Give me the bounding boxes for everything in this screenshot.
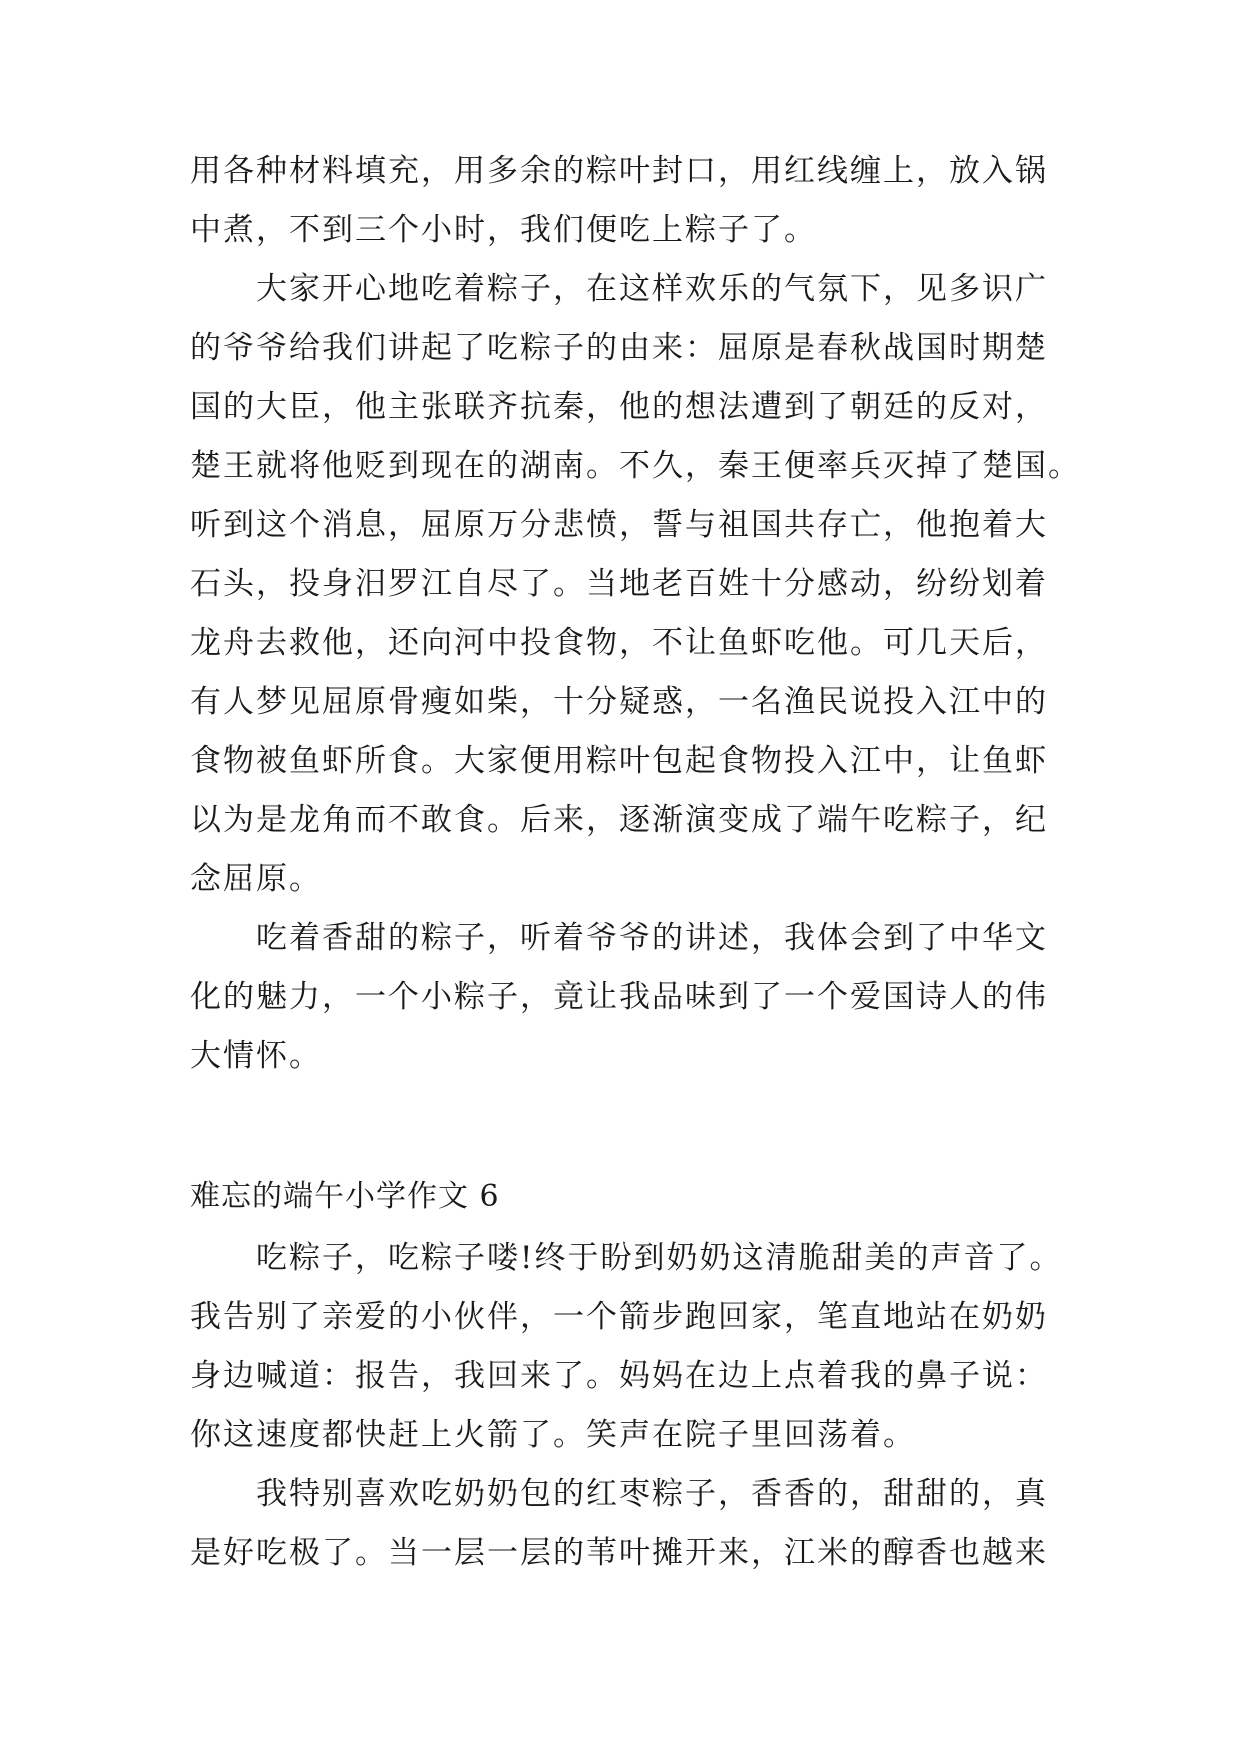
text-line: 食物被鱼虾所食。大家便用粽叶包起食物投入江中，让鱼虾 xyxy=(190,743,1048,779)
text-line: 石头，投身汨罗江自尽了。当地老百姓十分感动，纷纷划着 xyxy=(190,566,1048,602)
paragraph-start-line: 我特别喜欢吃奶奶包的红枣粽子，香香的，甜甜的，真 xyxy=(256,1476,1048,1512)
essay-heading: 难忘的端午小学作文 6 xyxy=(190,1179,500,1214)
text-line: 是好吃极了。当一层一层的苇叶摊开来，江米的醇香也越来 xyxy=(190,1535,1048,1571)
text-line: 身边喊道：报告，我回来了。妈妈在边上点着我的鼻子说： xyxy=(190,1358,1048,1394)
essay-section-heading-block xyxy=(190,1167,1070,1226)
text-line: 用各种材料填充，用多余的粽叶封口，用红线缠上，放入锅 xyxy=(190,153,1048,189)
essay-body-part-2 xyxy=(190,1229,1070,1583)
text-line: 念屈原。 xyxy=(190,861,322,897)
text-line: 化的魅力，一个小粽子，竟让我品味到了一个爱国诗人的伟 xyxy=(190,979,1048,1015)
paragraph-start-line: 大家开心地吃着粽子，在这样欢乐的气氛下，见多识广 xyxy=(256,271,1048,307)
text-line: 中煮，不到三个小时，我们便吃上粽子了。 xyxy=(190,212,817,248)
text-line: 大情怀。 xyxy=(190,1038,322,1074)
text-line: 听到这个消息，屈原万分悲愤，誓与祖国共存亡，他抱着大 xyxy=(190,507,1048,543)
text-line: 你这速度都快赶上火箭了。笑声在院子里回荡着。 xyxy=(190,1417,916,1453)
text-line: 我告别了亲爱的小伙伴，一个箭步跑回家，笔直地站在奶奶 xyxy=(190,1299,1048,1335)
text-line: 龙舟去救他，还向河中投食物，不让鱼虾吃他。可几天后， xyxy=(190,625,1048,661)
text-line: 国的大臣，他主张联齐抗秦，他的想法遭到了朝廷的反对， xyxy=(190,389,1048,425)
text-line: 有人梦见屈原骨瘦如柴，十分疑惑，一名渔民说投入江中的 xyxy=(190,684,1048,720)
essay-body-part-1 xyxy=(190,142,1081,1086)
text-line: 的爷爷给我们讲起了吃粽子的由来：屈原是春秋战国时期楚 xyxy=(190,330,1048,366)
text-line: 以为是龙角而不敢食。后来，逐渐演变成了端午吃粽子，纪 xyxy=(190,802,1048,838)
text-line: 楚王就将他贬到现在的湖南。不久，秦王便率兵灭掉了楚国。 xyxy=(190,448,1081,484)
paragraph-start-line: 吃粽子，吃粽子喽!终于盼到奶奶这清脆甜美的声音了。 xyxy=(256,1240,1063,1276)
paragraph-start-line: 吃着香甜的粽子，听着爷爷的讲述，我体会到了中华文 xyxy=(256,920,1048,956)
